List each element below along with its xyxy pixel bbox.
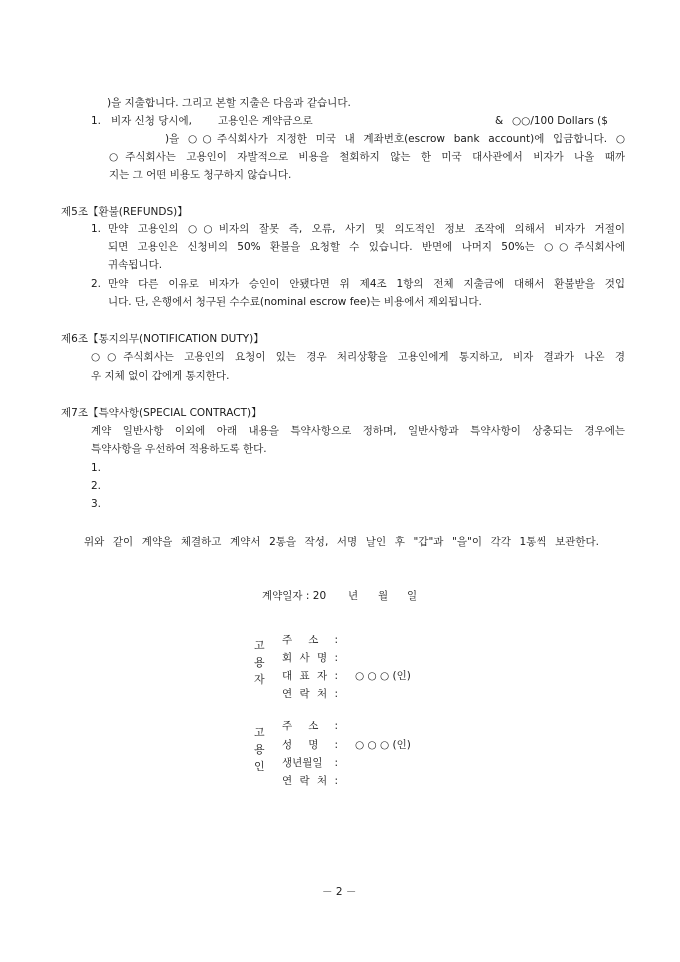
contract-date-month: 월 <box>378 590 389 602</box>
vertical-char: 고 <box>254 726 265 739</box>
employer-representative-value: ○ ○ ○ (인) <box>355 670 411 682</box>
item-text: ○○/100 Dollars ($ <box>512 115 608 127</box>
employer-company-label: 회 사 명 : <box>282 652 338 664</box>
article-7-heading: 제7조【특약사항(SPECIAL CONTRACT)】 <box>61 407 262 419</box>
employee-address-label: 주 소 : <box>282 720 338 732</box>
contract-date-year: 년 <box>348 590 359 602</box>
item-text: 니다. 단, 은행에서 청구된 수수료(nominal escrow fee)는 비용에서 제외됩니다. <box>108 296 482 308</box>
contract-date-label: 계약일자 : 20 <box>262 590 327 602</box>
closing-statement: 위와 같이 계약을 체결하고 계약서 2통을 작성, 서명 날인 후 "갑"과 "을"이 각각 1통씩 보관한다. <box>84 536 599 548</box>
vertical-char: 용 <box>254 656 265 669</box>
contract-date-day: 일 <box>407 590 418 602</box>
article-text: 우 지체 없이 갑에게 통지한다. <box>91 370 230 382</box>
item-text: )을 ○○주식회사가 지정한 미국 내 계좌번호(escrow bank account)에 입금합니다. ○ <box>165 133 625 145</box>
list-number: 2. <box>91 278 102 290</box>
special-item: 3. <box>91 498 102 510</box>
vertical-char: 자 <box>254 673 265 686</box>
article-5-heading: 제5조【환불(REFUNDS)】 <box>61 206 188 218</box>
article-text: 특약사항을 우선하여 적용하도록 한다. <box>91 443 267 455</box>
item-text: 되면 고용인은 신청비의 50% 환불을 요청할 수 있습니다. 반면에 나머지 50%는 ○○주식회사에 <box>108 241 625 253</box>
item-text: 비자 신청 당시에, <box>111 115 193 127</box>
employer-representative-label: 대 표 자 : <box>282 670 338 682</box>
item-text: 귀속됩니다. <box>108 259 163 271</box>
vertical-char: 고 <box>254 639 265 652</box>
special-item: 1. <box>91 462 102 474</box>
employer-vertical-label <box>254 637 265 688</box>
employee-vertical-label <box>254 724 265 775</box>
item-text: 만약 다른 이유로 비자가 승인이 안됐다면 위 제4조 1항의 전체 지출금에 대해서 환불받을 것입 <box>108 278 625 290</box>
employer-address-label: 주 소 : <box>282 634 338 646</box>
page-number: － 2 － <box>322 886 357 898</box>
intro-line: )을 지출합니다. 그리고 본할 지출은 다음과 같습니다. <box>107 97 351 109</box>
item-text: & <box>495 115 504 127</box>
item-text: 고용인은 계약금으로 <box>218 115 313 127</box>
employee-contact-label: 연 락 처 : <box>282 775 338 787</box>
article-6-heading: 제6조【통지의무(NOTIFICATION DUTY)】 <box>61 333 264 345</box>
vertical-char: 인 <box>254 760 265 773</box>
list-number: 1. <box>91 223 102 235</box>
employee-name-value: ○ ○ ○ (인) <box>355 739 411 751</box>
item-text: ○주식회사는 고용인이 자발적으로 비용을 철회하지 않는 한 미국 대사관에서 비자가 나올 때까 <box>109 151 625 163</box>
special-item: 2. <box>91 480 102 492</box>
article-text: ○○주식회사는 고용인의 요청이 있는 경우 처리상황을 고용인에게 통지하고, 비자 결과가 나온 경 <box>91 351 625 363</box>
article-text: 계약 일반사항 이외에 아래 내용을 특약사항으로 정하며, 일반사항과 특약사항이 상충되는 경우에는 <box>91 425 625 437</box>
item-text: 지는 그 어떤 비용도 청구하지 않습니다. <box>109 169 292 181</box>
employee-name-label: 성 명 : <box>282 739 338 751</box>
list-number: 1. <box>91 115 102 127</box>
employer-contact-label: 연 락 처 : <box>282 688 338 700</box>
item-text: 만약 고용인의 ○○비자의 잘못 즉, 오류, 사기 및 의도적인 정보 조작에 의해서 비자가 거절이 <box>108 223 625 235</box>
vertical-char: 용 <box>254 743 265 756</box>
employee-birth-label: 생년월일 : <box>282 757 338 769</box>
